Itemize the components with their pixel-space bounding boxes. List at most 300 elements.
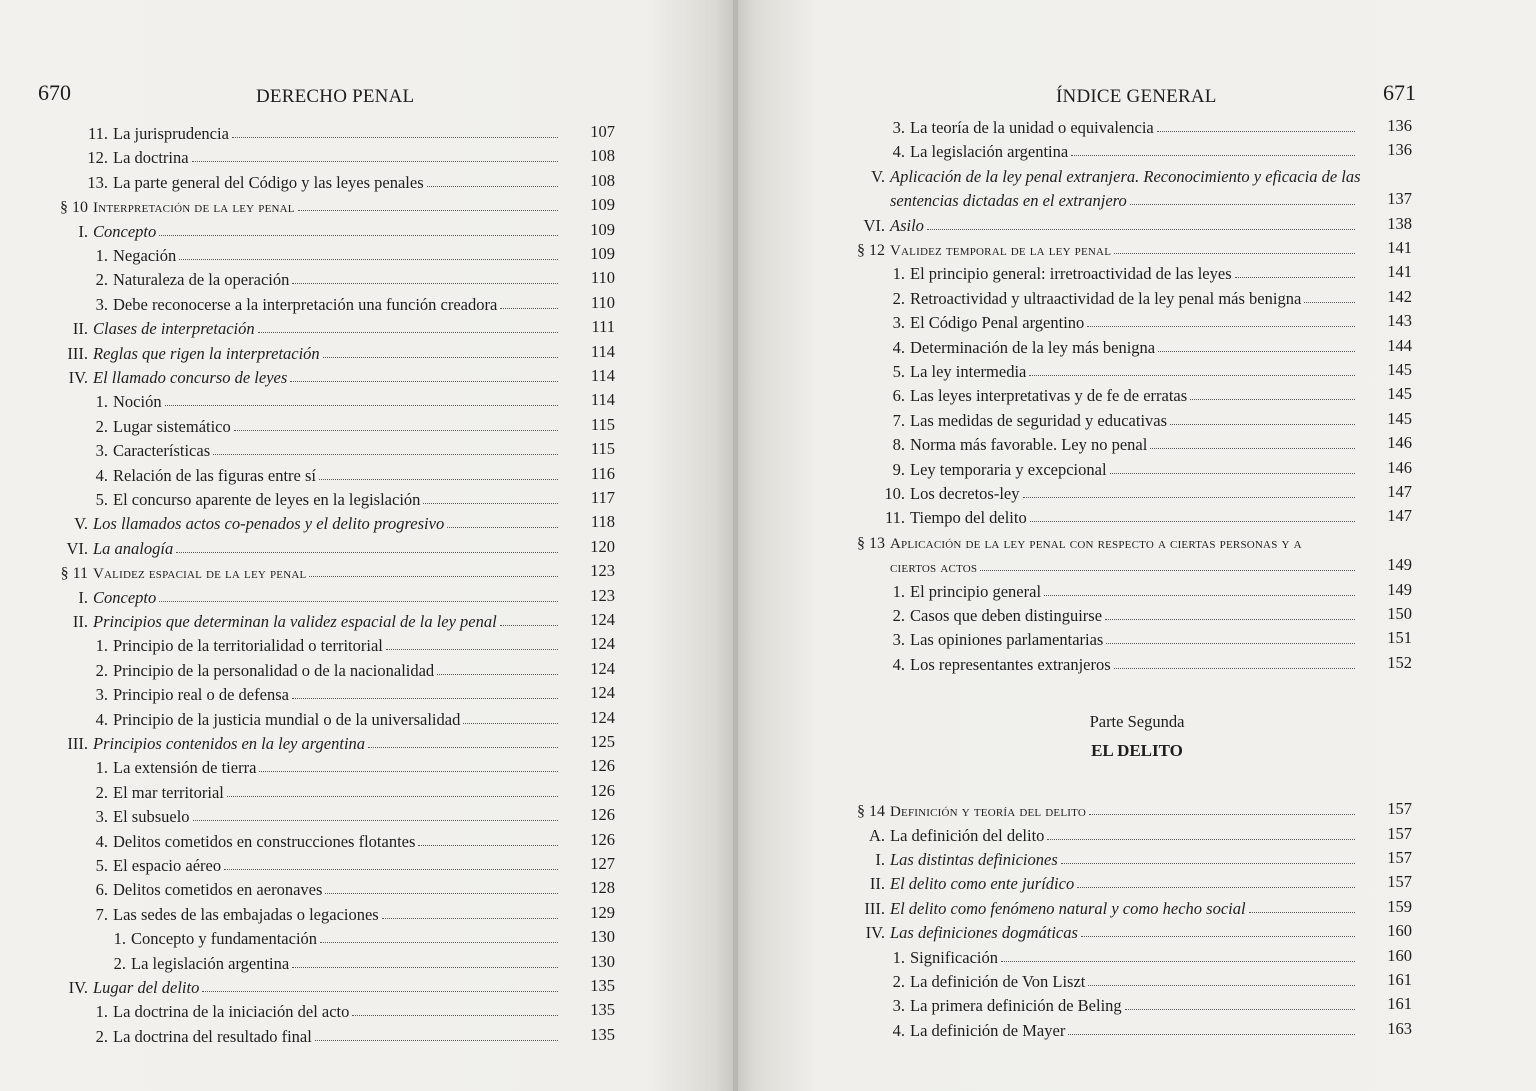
toc-entry-number: 3. <box>95 807 108 827</box>
dot-leader <box>447 527 558 528</box>
toc-entry <box>95 244 615 266</box>
toc-entry <box>857 531 1355 553</box>
toc-entry-title: Los llamados actos co-penados y el delito progresivo <box>93 514 445 534</box>
toc-entry-title: Reglas que rigen la interpretación <box>93 343 320 363</box>
toc-entry-number: § 14 <box>857 803 885 821</box>
toc-entry-page: 137 <box>1387 189 1412 209</box>
toc-entry-page: 138 <box>1387 213 1412 233</box>
toc-entry-number: IV. <box>865 923 885 943</box>
toc-entry-number: 2. <box>95 782 108 802</box>
toc-entry-page: 114 <box>590 366 615 385</box>
dot-leader <box>1304 302 1355 303</box>
toc-entry-number: 10. <box>884 484 905 503</box>
toc-entry-title: La primera definición de Beling <box>910 996 1122 1016</box>
dot-leader <box>1150 448 1355 449</box>
toc-entry-page: 157 <box>1387 872 1412 892</box>
toc-entry <box>892 384 1412 406</box>
dot-leader <box>176 552 558 553</box>
toc-entry-title: Las distintas definiciones <box>890 850 1058 869</box>
toc-entry-title: Principio real o de defensa <box>113 685 289 705</box>
toc-entry <box>74 512 615 534</box>
toc-entry-title: Lugar sistemático <box>113 416 231 436</box>
dot-leader <box>1106 643 1355 644</box>
dot-leader <box>1114 668 1355 669</box>
dot-leader <box>437 674 558 675</box>
toc-entry-title: Los decretos-ley <box>910 484 1020 503</box>
toc-entry <box>857 238 1412 260</box>
toc-entry-title: Aplicación de la ley penal con respecto a ciertas personas y a <box>890 535 1302 552</box>
dot-leader <box>1088 985 1355 986</box>
toc-entry <box>892 116 1412 138</box>
toc-entry <box>871 165 1361 187</box>
toc-entry-page: 120 <box>590 536 615 556</box>
dot-leader <box>258 332 558 333</box>
dot-leader <box>1235 277 1355 278</box>
dot-leader <box>323 357 558 358</box>
toc-entry-title: Ley temporaria y excepcional <box>910 459 1107 479</box>
toc-entry-page: 135 <box>590 1024 615 1044</box>
toc-entry-title: Norma más favorable. Ley no penal <box>910 435 1148 455</box>
toc-entry-page: 136 <box>1387 140 1412 160</box>
toc-entry-number: 1. <box>95 392 108 412</box>
toc-entry-page: 130 <box>590 951 615 971</box>
dot-leader <box>290 381 558 382</box>
toc-entry <box>72 317 615 339</box>
toc-entry-number: 11. <box>884 508 905 528</box>
toc-entry-title: Negación <box>113 246 177 265</box>
part-label: Parte Segunda <box>1089 712 1185 731</box>
toc-entry-title: Tiempo del delito <box>910 508 1027 528</box>
toc-entry <box>95 878 615 900</box>
toc-entry-number: 2. <box>95 270 108 290</box>
dot-leader <box>1157 131 1355 132</box>
toc-entry-title: La jurisprudencia <box>113 124 229 143</box>
toc-entry-number: 1. <box>95 1002 108 1022</box>
toc-entry-title: La teoría de la unidad o equivalencia <box>910 118 1154 137</box>
dot-leader <box>423 503 558 504</box>
toc-entry-number: III. <box>864 898 885 918</box>
toc-entry <box>95 780 615 803</box>
toc-entry-title: Clases de interpretación <box>93 319 255 339</box>
toc-entry-page: 135 <box>590 976 615 995</box>
dot-leader <box>427 186 558 187</box>
toc-entry-page: 127 <box>590 854 615 873</box>
toc-entry-page: 116 <box>590 463 615 483</box>
dot-leader <box>1087 326 1355 327</box>
toc-entry-title: La definición del delito <box>890 825 1045 845</box>
toc-entry <box>892 262 1412 284</box>
toc-entry <box>884 506 1412 528</box>
toc-entry-page: 108 <box>590 170 615 190</box>
toc-entry-number: 3. <box>95 685 108 705</box>
dot-leader <box>232 137 558 138</box>
toc-entry <box>95 268 615 290</box>
toc-entry-page: 161 <box>1387 970 1412 989</box>
toc-entry-page: 124 <box>590 658 615 678</box>
toc-entry <box>60 561 615 583</box>
toc-entry-page: 126 <box>590 805 615 825</box>
toc-entry-page: 145 <box>1387 360 1412 379</box>
toc-entry-number: 4. <box>95 831 108 851</box>
dot-leader <box>418 845 558 846</box>
dot-leader <box>292 698 558 699</box>
toc-entry-title: El Código Penal argentino <box>910 313 1085 333</box>
toc-entry <box>890 189 1412 211</box>
toc-entry-page: 124 <box>590 683 615 703</box>
toc-entry-page: 147 <box>1387 506 1412 526</box>
toc-entry <box>95 902 615 925</box>
left-page-number: 670 <box>38 80 71 105</box>
toc-entry-number: 4. <box>95 465 108 485</box>
toc-entry-title: Aplicación de la ley penal extranjera. Reconocimiento y eficacia de las <box>890 166 1361 186</box>
toc-entry <box>869 872 1412 894</box>
toc-entry-number: 6. <box>892 386 905 406</box>
toc-entry-number: 1. <box>113 929 126 949</box>
dot-leader <box>1029 375 1355 376</box>
dot-leader <box>1023 497 1356 498</box>
toc-entry-page: 115 <box>590 414 615 434</box>
toc-entry-title: El delito como ente jurídico <box>890 874 1075 894</box>
toc-entry <box>875 848 1412 870</box>
toc-entry-page: 159 <box>1387 896 1412 916</box>
toc-entry-title: Casos que deben distinguirse <box>910 606 1103 625</box>
toc-entry <box>95 658 615 681</box>
dot-leader <box>1071 155 1355 156</box>
toc-entry-title: Determinación de la ley más benigna <box>910 337 1156 357</box>
toc-entry-number: § 13 <box>857 534 885 552</box>
toc-entry-number: 5. <box>95 490 108 509</box>
toc-entry-number: 4. <box>892 654 905 674</box>
toc-entry-number: 2. <box>892 972 905 991</box>
toc-entry-number: V. <box>871 166 885 186</box>
toc-entry-page: 157 <box>1387 799 1412 819</box>
toc-entry-title: El delito como fenómeno natural y como hecho social <box>890 898 1246 918</box>
toc-entry <box>892 652 1412 675</box>
toc-entry-page: 124 <box>590 634 615 654</box>
toc-entry-number: 7. <box>892 410 905 430</box>
toc-entry <box>72 610 615 632</box>
toc-entry-page: 146 <box>1387 433 1412 453</box>
toc-entry-page: 150 <box>1387 604 1412 623</box>
toc-entry-number: IV. <box>68 368 88 387</box>
toc-entry <box>865 921 1412 943</box>
toc-entry-number: VI. <box>66 538 88 558</box>
toc-entry <box>68 366 615 388</box>
toc-entry-title: Concepto <box>93 587 157 607</box>
toc-entry-page: 110 <box>590 268 615 288</box>
toc-entry-page: 141 <box>1387 262 1412 282</box>
toc-entry-title: ciertos actos <box>890 560 978 577</box>
toc-entry-number: 4. <box>892 337 905 357</box>
toc-entry-title: Validez espacial de la ley penal <box>93 566 307 583</box>
toc-entry-title: Delitos cometidos en construcciones flotantes <box>113 831 416 851</box>
right-page <box>738 0 1536 1091</box>
toc-entry <box>892 970 1412 992</box>
dot-leader <box>259 771 558 772</box>
toc-entry-page: 126 <box>590 829 615 849</box>
toc-entry-number: 1. <box>892 947 905 967</box>
toc-entry-page: 149 <box>1387 555 1412 575</box>
toc-entry <box>78 219 615 242</box>
toc-entry-number: 1. <box>892 581 905 601</box>
toc-entry <box>892 408 1412 431</box>
toc-entry <box>95 292 615 315</box>
toc-entry-title: Interpretación de la ley penal <box>93 200 295 217</box>
toc-entry-title: El concurso aparente de leyes en la legislación <box>113 490 421 509</box>
toc-entry <box>87 122 615 144</box>
toc-entry-number: 3. <box>892 996 905 1016</box>
toc-entry-page: 157 <box>1387 823 1412 843</box>
toc-entry-number: 3. <box>892 630 905 650</box>
toc-entry-page: 129 <box>590 902 615 922</box>
dot-leader <box>320 942 558 943</box>
toc-entry-title: La definición de Von Liszt <box>910 972 1086 991</box>
toc-entry <box>864 896 1412 919</box>
dot-leader <box>1061 863 1355 864</box>
dot-leader <box>463 723 558 724</box>
toc-entry-title: La parte general del Código y las leyes penales <box>113 172 424 192</box>
toc-entry-number: II. <box>72 612 88 631</box>
toc-entry-page: 143 <box>1387 311 1412 331</box>
toc-entry <box>113 951 615 974</box>
toc-entry-number: III. <box>67 343 88 363</box>
toc-entry-title: Principios contenidos en la ley argentina <box>93 734 366 753</box>
toc-entry-page: 126 <box>590 780 615 800</box>
dot-leader <box>1081 936 1355 937</box>
toc-entry <box>87 146 615 168</box>
toc-entry-number: 4. <box>892 142 905 162</box>
toc-entry-page: 146 <box>1387 457 1412 477</box>
toc-entry <box>857 799 1412 821</box>
toc-entry-title: Naturaleza de la operación <box>113 270 290 290</box>
dot-leader <box>227 796 558 797</box>
toc-entry <box>890 555 1412 577</box>
dot-leader <box>1047 839 1355 840</box>
dot-leader <box>1158 351 1355 352</box>
toc-entry-title: Características <box>113 441 211 461</box>
toc-entry <box>892 945 1412 968</box>
toc-entry-number: 6. <box>95 880 108 900</box>
toc-entry-title: El espacio aéreo <box>113 856 222 875</box>
toc-entry-title: Las definiciones dogmáticas <box>890 923 1078 943</box>
toc-entry-number: 12. <box>87 148 108 168</box>
toc-entry-page: 124 <box>590 707 615 727</box>
dot-leader <box>1114 253 1355 254</box>
toc-entry-title: La legislación argentina <box>131 953 290 973</box>
toc-entry-number: VI. <box>863 215 885 235</box>
toc-entry-page: 161 <box>1387 994 1412 1014</box>
toc-entry-page: 157 <box>1387 848 1412 867</box>
toc-entry-number: 1. <box>95 636 108 656</box>
toc-entry <box>884 482 1412 504</box>
toc-entry <box>892 628 1412 650</box>
dot-leader <box>382 918 558 919</box>
toc-entry-title: El mar territorial <box>113 782 224 802</box>
toc-entry-title: Principio de la personalidad o de la nacionalidad <box>113 660 435 680</box>
toc-entry-title: La doctrina <box>113 148 189 168</box>
toc-entry-title: La doctrina de la iniciación del acto <box>113 1002 350 1022</box>
dot-leader <box>1030 521 1355 522</box>
toc-entry-number: 2. <box>113 953 126 973</box>
toc-entry-number: 2. <box>892 606 905 625</box>
dot-leader <box>1110 473 1355 474</box>
toc-entry <box>892 140 1412 162</box>
toc-entry-page: 141 <box>1387 238 1412 257</box>
dot-leader <box>1190 399 1355 400</box>
dot-leader <box>352 1015 558 1016</box>
toc-entry <box>95 854 615 876</box>
toc-entry <box>66 536 615 559</box>
toc-entry-number: II. <box>869 874 885 894</box>
dot-leader <box>292 967 558 968</box>
dot-leader <box>1044 595 1355 596</box>
toc-entry <box>95 1024 615 1047</box>
dot-leader <box>368 747 558 748</box>
toc-entry-title: La doctrina del resultado final <box>113 1026 312 1046</box>
toc-entry-title: El principio general <box>910 581 1042 601</box>
toc-entry <box>863 213 1412 236</box>
dot-leader <box>1001 961 1355 962</box>
toc-entry-page: 115 <box>590 439 615 459</box>
dot-leader <box>1125 1009 1355 1010</box>
toc-entry-page: 130 <box>590 927 615 947</box>
toc-entry <box>892 360 1412 382</box>
toc-entry-page: 126 <box>590 756 615 776</box>
dot-leader <box>1249 912 1355 913</box>
dot-leader <box>309 576 558 577</box>
toc-entry-page: 109 <box>590 195 615 215</box>
toc-entry <box>60 195 615 217</box>
dot-leader <box>192 161 558 162</box>
toc-entry-number: 5. <box>95 856 108 875</box>
toc-entry-number: III. <box>67 734 88 753</box>
toc-entry-number: 13. <box>87 172 108 192</box>
toc-entry <box>95 707 615 730</box>
toc-entry <box>68 976 615 998</box>
toc-entry-number: 3. <box>892 313 905 333</box>
toc-entry-title: La ley intermedia <box>910 362 1027 381</box>
dot-leader <box>315 1040 558 1041</box>
right-running-head: ÍNDICE GENERAL <box>1056 86 1217 107</box>
toc-entry-page: 117 <box>590 488 615 507</box>
toc-entry-title: Las leyes interpretativas y de fe de erratas <box>910 386 1188 406</box>
toc-entry-number: V. <box>74 514 88 534</box>
toc-entry-title: Los representantes extranjeros <box>910 654 1111 674</box>
toc-entry-number: 4. <box>892 1020 905 1040</box>
toc-entry-title: El principio general: irretroactividad de las leyes <box>910 264 1232 284</box>
toc-entry <box>95 634 615 656</box>
toc-entry <box>892 604 1412 626</box>
toc-entry-title: Validez temporal de la ley penal <box>890 243 1112 259</box>
toc-entry <box>95 414 615 437</box>
toc-entry-number: 3. <box>892 118 905 137</box>
dot-leader <box>224 869 558 870</box>
toc-entry <box>892 433 1412 455</box>
toc-entry-page: 145 <box>1387 384 1412 404</box>
toc-entry-title: La extensión de tierra <box>113 758 257 778</box>
toc-entry-page: 109 <box>590 219 615 239</box>
toc-entry-number: 9. <box>892 459 905 479</box>
toc-entry-page: 151 <box>1387 628 1412 648</box>
toc-entry-page: 149 <box>1387 579 1412 599</box>
toc-entry <box>78 585 615 608</box>
dot-leader <box>292 283 558 284</box>
right-page-number: 671 <box>1383 80 1416 105</box>
dot-leader <box>1089 814 1355 815</box>
toc-entry-number: 7. <box>95 904 108 924</box>
toc-entry <box>892 335 1412 358</box>
toc-entry-title: Relación de las figuras entre sí <box>113 465 316 485</box>
toc-entry-number: 1. <box>95 246 108 265</box>
toc-entry-page: 107 <box>590 122 615 141</box>
dot-leader <box>165 405 558 406</box>
toc-entry <box>892 579 1412 602</box>
toc-entry-title: Principios que determinan la validez espacial de la ley penal <box>93 612 497 631</box>
toc-entry-page: 128 <box>590 878 615 898</box>
toc-entry <box>95 488 615 510</box>
dot-leader <box>159 601 558 602</box>
toc-entry-page: 135 <box>590 1000 615 1020</box>
toc-entry <box>892 994 1412 1016</box>
toc-entry-title: Definición y teoría del delito <box>890 804 1086 821</box>
toc-entry <box>95 805 615 827</box>
toc-entry <box>113 927 615 949</box>
toc-entry-title: Principio de la territorialidad o territorial <box>113 636 383 656</box>
toc-entry-number: 3. <box>95 294 108 314</box>
toc-entry-number: 1. <box>95 758 108 778</box>
toc-entry-number: § 12 <box>857 242 885 259</box>
toc-entry-title: Concepto <box>93 221 157 241</box>
toc-entry-number: § 10 <box>60 199 88 217</box>
toc-entry <box>892 286 1412 309</box>
toc-entry-number: A. <box>868 825 885 845</box>
toc-entry-page: 123 <box>590 561 615 581</box>
left-page <box>0 0 736 1091</box>
dot-leader <box>500 625 558 626</box>
dot-leader <box>213 454 558 455</box>
toc-entry-number: II. <box>72 319 88 339</box>
toc-entry-number: I. <box>875 850 885 869</box>
toc-entry <box>95 439 615 461</box>
toc-entry-title: Las medidas de seguridad y educativas <box>910 410 1168 430</box>
toc-entry-title: Concepto y fundamentación <box>131 929 318 949</box>
dot-leader <box>500 308 558 309</box>
dot-leader <box>1130 204 1355 205</box>
toc-entry-title: Noción <box>113 392 162 412</box>
dot-leader <box>1170 424 1355 425</box>
toc-entry-page: 110 <box>590 292 615 312</box>
toc-entry-page: 123 <box>590 585 615 605</box>
toc-entry-page: 144 <box>1387 335 1412 355</box>
toc-entry-number: 2. <box>95 416 108 436</box>
toc-entry <box>95 463 615 486</box>
dot-leader <box>1105 619 1355 620</box>
toc-entry-title: sentencias dictadas en el extranjero <box>890 191 1127 211</box>
dot-leader <box>298 210 558 211</box>
part-title: EL DELITO <box>1091 741 1183 760</box>
dot-leader <box>179 259 558 260</box>
left-running-head: DERECHO PENAL <box>256 86 415 107</box>
toc-entry-number: I. <box>78 221 88 241</box>
toc-entry-title: Las opiniones parlamentarias <box>910 630 1104 650</box>
toc-entry-page: 163 <box>1387 1018 1412 1038</box>
toc-entry-number: IV. <box>68 978 88 997</box>
toc-entry-page: 160 <box>1387 921 1412 941</box>
toc-entry-page: 147 <box>1387 482 1412 501</box>
toc-entry <box>95 390 615 412</box>
toc-entry-page: 114 <box>590 341 615 361</box>
toc-entry-number: 8. <box>892 435 905 455</box>
